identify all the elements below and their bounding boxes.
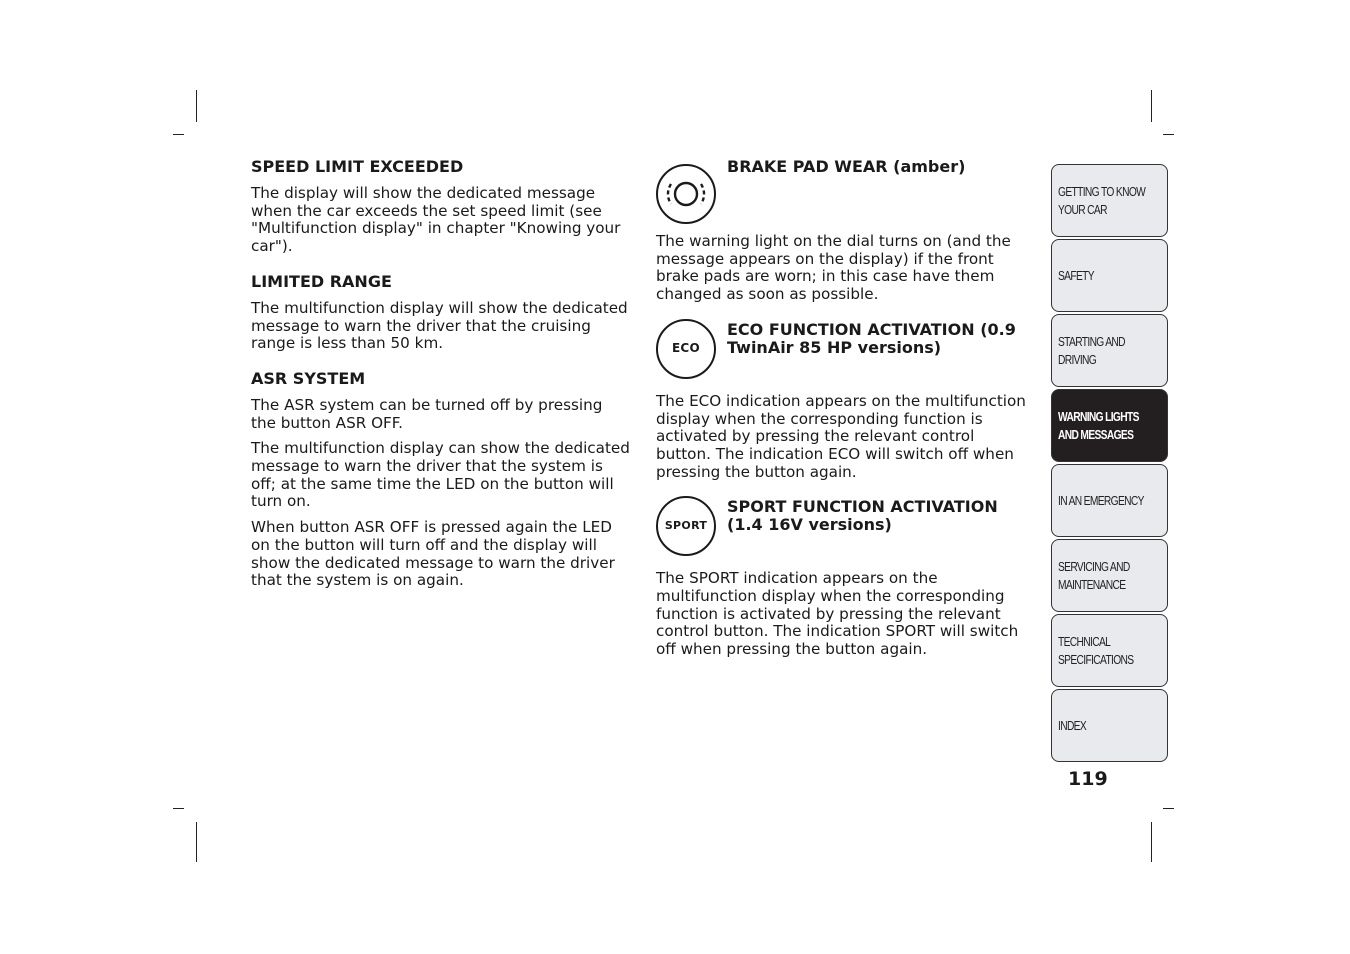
section-limited-range <box>251 273 631 353</box>
section-eco-function <box>656 321 1032 482</box>
section-heading: ASR SYSTEM <box>251 368 366 388</box>
paragraph: The display will show the dedicated message when the car exceeds the set speed limit (see "Multifunction display" in chapter "Knowing your car"). <box>251 184 621 256</box>
sport-icon-label: SPORT <box>664 519 708 533</box>
paragraph: The ASR system can be turned off by pressing the button ASR OFF. <box>251 395 603 432</box>
tab-warning-lights-and-messages[interactable] <box>1051 389 1168 462</box>
eco-icon-label: ECO <box>671 340 701 355</box>
icon-heading-block <box>656 498 1032 570</box>
crop-mark <box>173 808 184 809</box>
paragraph: The multifunction display will show the dedicated message to warn the driver that the cruising range is less than 50 km. <box>251 298 628 353</box>
page-number: 119 <box>1068 768 1108 790</box>
brake-pad-warning-icon <box>656 164 716 224</box>
crop-mark <box>1163 808 1174 809</box>
crop-mark <box>1151 822 1152 862</box>
middle-column <box>656 158 1032 667</box>
tab-index[interactable] <box>1051 689 1168 762</box>
tab-technical-specifications[interactable] <box>1051 614 1168 687</box>
tab-label: GETTING TO KNOW YOUR CAR <box>1058 184 1146 217</box>
tab-label: IN AN EMERGENCY <box>1058 493 1144 508</box>
tab-in-an-emergency[interactable] <box>1051 464 1168 537</box>
crop-mark <box>173 134 184 135</box>
tab-label: STARTING AND DRIVING <box>1058 334 1125 367</box>
tab-label: INDEX <box>1058 718 1087 733</box>
tab-getting-to-know-your-car[interactable] <box>1051 164 1168 237</box>
section-heading: BRAKE PAD WEAR (amber) <box>727 157 966 176</box>
section-speed-limit <box>251 158 631 256</box>
tab-label: WARNING LIGHTS AND MESSAGES <box>1058 409 1139 442</box>
tab-starting-and-driving[interactable] <box>1051 314 1168 387</box>
paragraph: When button ASR OFF is pressed again the LED on the button will turn off and the display will show the dedicated message to warn the driver that the system is on again. <box>251 518 615 590</box>
tab-safety[interactable] <box>1051 239 1168 312</box>
paragraph: The ECO indication appears on the multifunction display when the corresponding function is activated by pressing the relevant control button. The indication ECO will switch off when pressing the button again. <box>656 391 1026 481</box>
section-heading: LIMITED RANGE <box>251 271 392 291</box>
tab-label: TECHNICAL SPECIFICATIONS <box>1058 634 1134 667</box>
tab-servicing-and-maintenance[interactable] <box>1051 539 1168 612</box>
section-heading: SPORT FUNCTION ACTIVATION (1.4 16V versions) <box>727 497 998 535</box>
crop-mark <box>1151 90 1152 122</box>
section-brake-pad-wear <box>656 158 1032 304</box>
paragraph: The SPORT indication appears on the multifunction display when the corresponding function is activated by pressing the relevant control button. The indication SPORT will switch off when pressing the button again. <box>656 569 1019 659</box>
section-sport-function <box>656 498 1032 659</box>
section-heading: ECO FUNCTION ACTIVATION (0.9 TwinAir 85 HP versions) <box>727 319 1016 357</box>
crop-mark <box>196 90 197 122</box>
sport-indicator-icon <box>656 496 716 556</box>
icon-heading-block <box>656 321 1032 393</box>
paragraph: The multifunction display can show the dedicated message to warn the driver that the system is off; at the same time the LED on the button will turn on. <box>251 439 630 511</box>
eco-indicator-icon <box>656 319 716 379</box>
section-heading: SPEED LIMIT EXCEEDED <box>251 157 464 176</box>
paragraph: The warning light on the dial turns on (and the message appears on the display) if the front brake pads are worn; in this case have them changed as soon as possible. <box>656 232 1011 304</box>
icon-heading-block <box>656 158 1032 233</box>
chapter-tabs <box>1051 164 1168 764</box>
tab-label: SAFETY <box>1058 268 1094 283</box>
section-asr-system <box>251 370 631 590</box>
left-column <box>251 158 631 598</box>
crop-mark <box>1163 134 1174 135</box>
tab-label: SERVICING AND MAINTENANCE <box>1058 559 1130 592</box>
crop-mark <box>196 822 197 862</box>
